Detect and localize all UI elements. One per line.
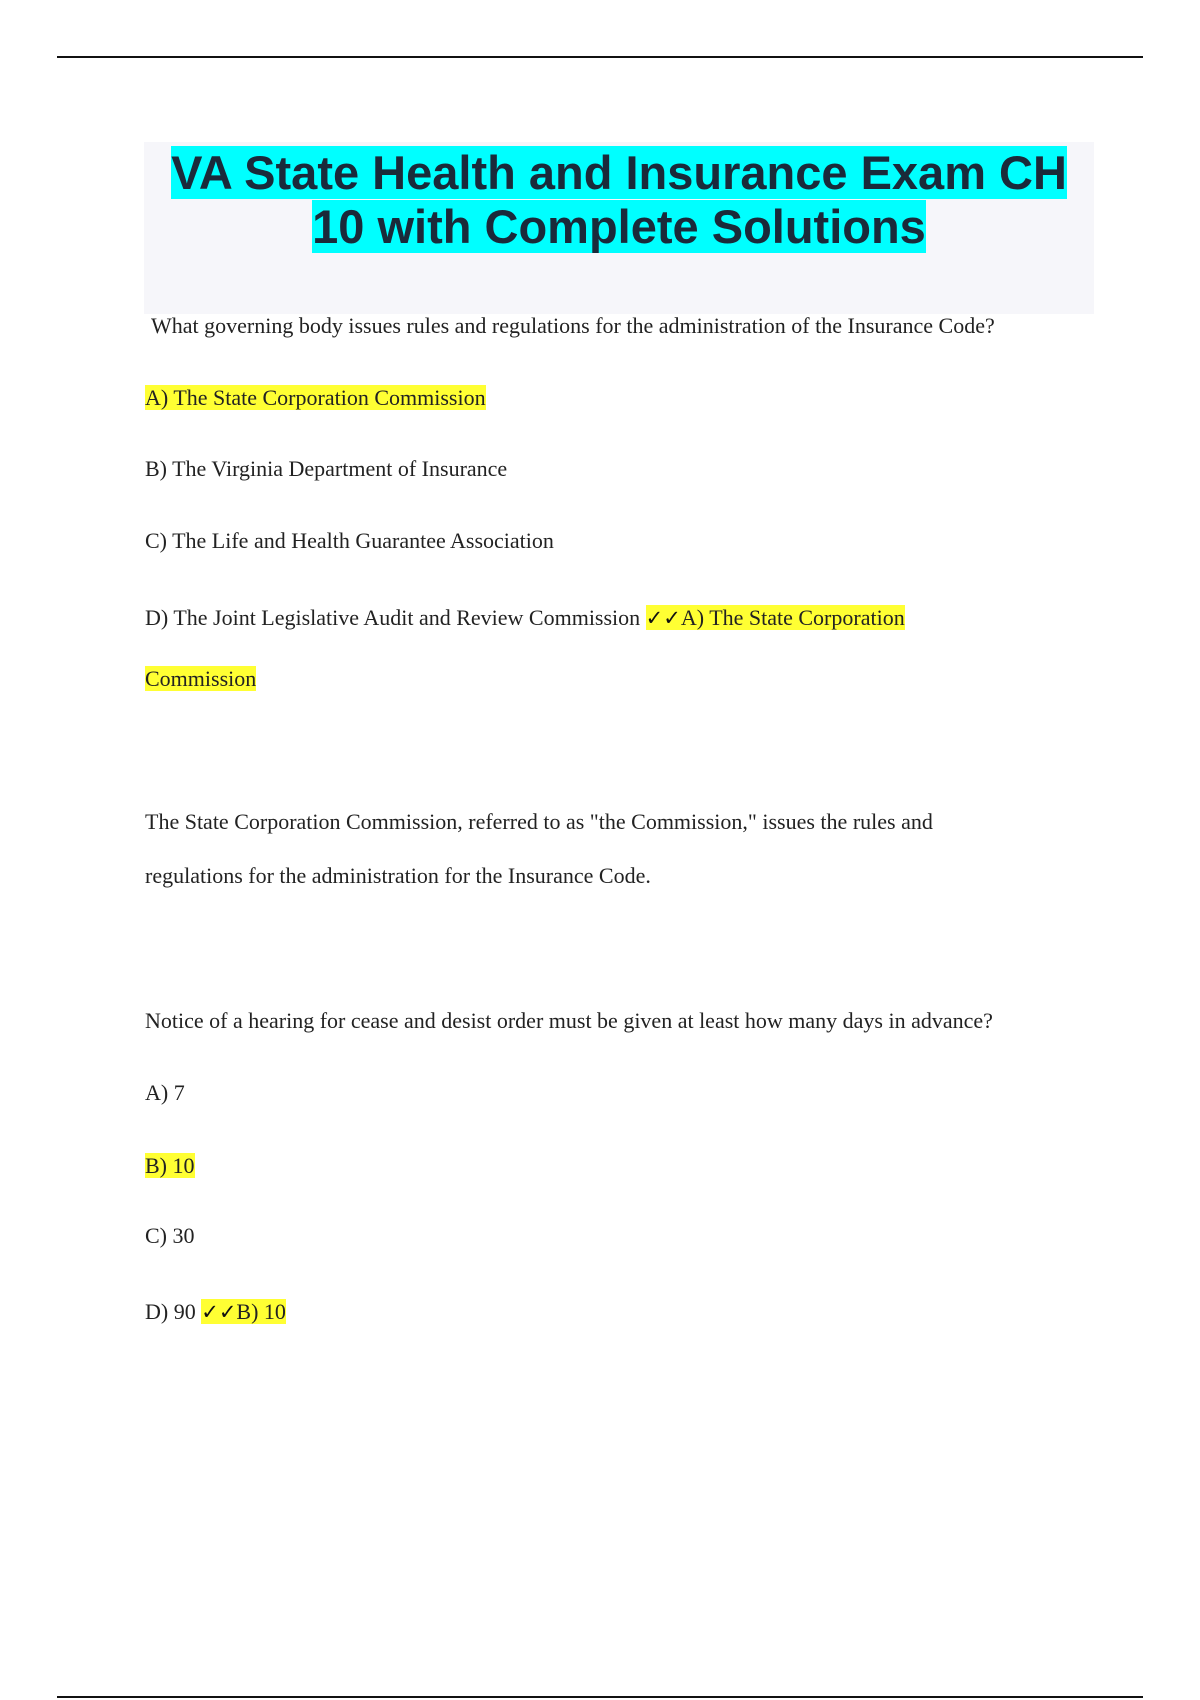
question-2-option-c: C) 30	[145, 1223, 195, 1248]
title-line-2: 10 with Complete Solutions	[312, 200, 926, 253]
check-mark-icon: ✓✓	[201, 1300, 237, 1324]
question-1-answer-continued	[145, 664, 256, 694]
top-rule	[57, 56, 1143, 58]
bottom-rule	[57, 1696, 1143, 1698]
question-2-option-b	[145, 1151, 195, 1181]
question-1-option-d	[145, 603, 905, 633]
question-1-option-d-text: D) The Joint Legislative Audit and Review Commission	[145, 605, 641, 630]
question-1-explanation-line-1: The State Corporation Commission, referred to as "the Commission," issues the rules and	[145, 809, 933, 834]
title-line-1: VA State Health and Insurance Exam CH	[171, 146, 1067, 199]
question-2-answer-text: B) 10	[236, 1299, 286, 1324]
document-title	[144, 146, 1094, 254]
question-1-option-a	[145, 383, 486, 413]
question-2-option-d-text: D) 90	[145, 1299, 196, 1324]
question-1-option-a-text: A) The State Corporation Commission	[145, 385, 486, 410]
question-1-answer-text-2: Commission	[145, 666, 257, 691]
question-2-option-d	[145, 1297, 286, 1327]
question-1-answer	[646, 605, 905, 630]
question-2-answer	[201, 1299, 286, 1324]
question-2-prompt: Notice of a hearing for cease and desist order must be given at least how many days in advance?	[145, 1008, 993, 1033]
question-1-prompt: What governing body issues rules and regulations for the administration of the Insurance Code?	[151, 313, 995, 338]
question-1-option-b: B) The Virginia Department of Insurance	[145, 456, 508, 481]
question-1-answer-text: A) The State Corporation	[680, 605, 905, 630]
question-1-explanation-line-2: regulations for the administration for the Insurance Code.	[145, 863, 651, 888]
question-2-option-a: A) 7	[145, 1080, 185, 1105]
question-1-option-c: C) The Life and Health Guarantee Association	[145, 528, 554, 553]
check-mark-icon: ✓✓	[645, 606, 681, 630]
question-2-option-b-text: B) 10	[145, 1153, 195, 1178]
